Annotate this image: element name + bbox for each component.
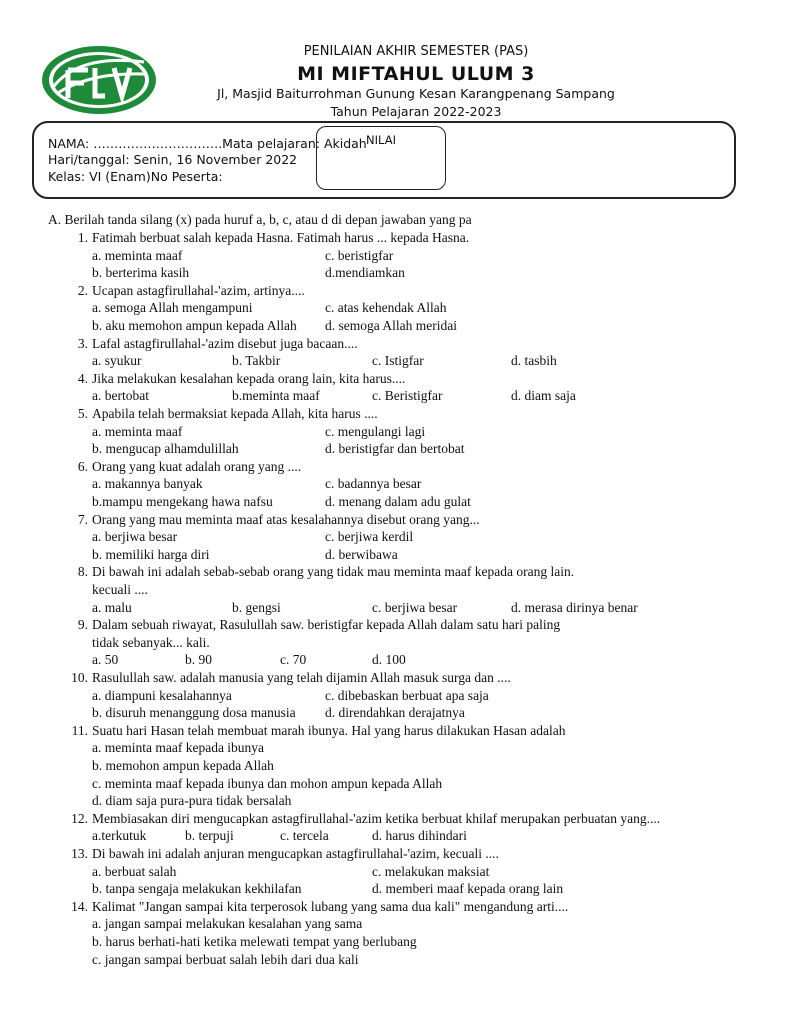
question-number: 4. [77,370,88,386]
score-label: NILAI [366,133,396,147]
question-number: 13. [71,846,88,861]
question-number: 12. [71,810,88,826]
answer-option: a. meminta maaf [92,247,183,263]
answer-option: c. Beristigfar [372,388,443,404]
answer-option: b. berterima kasih [92,265,190,281]
answer-option: c. Istigfar [372,353,424,369]
answer-option: a. semoga Allah mengampuni [92,300,253,316]
question-text: Apabila telah bermaksiat kepada Allah, kita harus .... [92,406,378,421]
question-number: 2. [77,282,88,298]
answer-option: d. beristigfar dan bertobat [325,441,465,457]
answer-option: b. 90 [185,652,212,668]
answer-option: a. meminta maaf kepada ibunya [92,740,265,756]
answer-option: c. tercela [280,828,329,844]
academic-year: Tahun Pelajaran 2022-2023 [330,104,502,119]
question-number: 8. [77,564,88,580]
question-text: Di bawah ini adalah anjuran mengucapkan astagfirullahal-'azim, kecuali .... [92,846,499,861]
answer-option: d.mendiamkan [325,265,405,281]
answer-option: d. direndahkan derajatnya [325,705,465,721]
question-number: 10. [71,670,88,685]
question-number: 11. [71,722,88,738]
answer-option: b. harus berhati-hati ketika melewati tempat yang berlubang [92,934,417,949]
answer-option: a. meminta maaf [92,423,183,439]
question-number: 9. [77,617,88,633]
answer-option: b.mampu mengekang hawa nafsu [92,494,273,509]
answer-option: d. berwibawa [325,546,398,562]
answer-option: b. mengucap alhamdulillah [92,441,239,457]
answer-option: a. jangan sampai melakukan kesalahan yang sama [92,916,363,932]
answer-option: c. atas kehendak Allah [325,300,447,316]
answer-option: d. 100 [372,652,406,668]
answer-option: c. mengulangi lagi [325,423,426,439]
answer-option: b. tanpa sengaja melakukan kekhilafan [92,881,302,897]
answer-option: b. gengsi [232,599,281,615]
question-text-cont: kecuali .... [92,582,148,597]
school-address: Jl, Masjid Baiturrohman Gunung Kesan Karangpenang Sampang [217,86,615,101]
question-text: Dalam sebuah riwayat, Rasulullah saw. beristigfar kepada Allah dalam satu hari paling [92,617,561,633]
answer-option: a. bertobat [92,388,149,404]
name-subject-line: NAMA: ………………………….Mata pelajaran: Akidah [48,136,367,151]
answer-option: b.meminta maaf [232,388,320,404]
answer-option: a. makannya banyak [92,476,203,492]
question-text: Suatu hari Hasan telah membuat marah ibunya. Hal yang harus dilakukan Hasan adalah [92,722,566,738]
question-number: 7. [77,511,88,527]
question-text: Orang yang kuat adalah orang yang .... [92,458,302,474]
answer-option: c. dibebaskan berbuat apa saja [325,687,489,703]
answer-option: d. harus dihindari [372,828,467,844]
answer-option: d. diam saja pura-pura tidak bersalah [92,793,292,809]
answer-option: b. Takbir [232,353,281,369]
answer-option: b. disuruh menanggung dosa manusia [92,705,296,721]
question-text: Rasulullah saw. adalah manusia yang telah dijamin Allah masuk surga dan .... [92,670,511,685]
question-number: 1. [77,230,88,245]
answer-option: c. meminta maaf kepada ibunya dan mohon ampun kepada Allah [92,775,443,791]
question-text: Orang yang mau meminta maaf atas kesalahannya disebut orang yang... [92,511,480,527]
answer-option: d. menang dalam adu gulat [325,494,471,509]
question-text: Fatimah berbuat salah kepada Hasna. Fatimah harus ... kepada Hasna. [92,230,470,245]
answer-option: a. diampuni kesalahannya [92,687,232,703]
question-number: 6. [77,458,88,474]
answer-option: c. 70 [280,652,307,668]
answer-option: a. malu [92,599,132,615]
question-text: Ucapan astagfirullahal-'azim, artinya.... [92,282,305,298]
answer-option: d. merasa dirinya benar [511,599,638,615]
answer-option: a. syukur [92,353,142,369]
question-text: Lafal astagfirullahal-'azim disebut juga bacaan.... [92,335,358,351]
answer-option: a.terkutuk [92,828,147,844]
class-line: Kelas: VI (Enam)No Peserta: [48,169,223,184]
section-instruction: A. Berilah tanda silang (x) pada huruf a, b, c, atau d di depan jawaban yang pa [48,212,472,227]
answer-option: c. beristigfar [325,247,394,263]
answer-option: d. memberi maaf kepada orang lain [372,881,564,897]
question-text: Membiasakan diri mengucapkan astagfirullahal-'azim ketika berbuat khilaf merupakan perbuatan yang.... [92,810,661,826]
date-line: Hari/tanggal: Senin, 16 November 2022 [48,152,298,167]
question-number: 3. [77,335,88,351]
question-text: Di bawah ini adalah sebab-sebab orang yang tidak mau meminta maaf kepada orang lain. [92,564,575,580]
answer-option: d. semoga Allah meridai [325,318,457,333]
exam-title: PENILAIAN AKHIR SEMESTER (PAS) [303,44,529,59]
answer-option: b. aku memohon ampun kepada Allah [92,318,297,333]
question-text: Kalimat "Jangan sampai kita terperosok lubang yang sama dua kali" mengandung arti.... [92,898,569,914]
answer-option: a. 50 [92,652,119,668]
question-number: 5. [77,406,88,421]
answer-option: d. tasbih [511,353,557,369]
answer-option: b. memohon ampun kepada Allah [92,758,274,773]
answer-option: a. berbuat salah [92,863,177,879]
answer-option: c. badannya besar [325,476,422,492]
question-text-cont: tidak sebanyak... kali. [92,634,210,650]
answer-option: d. diam saja [511,388,576,404]
answer-option: c. berjiwa besar [372,599,458,615]
answer-option: a. berjiwa besar [92,529,178,545]
answer-option: c. jangan sampai berbuat salah lebih dari dua kali [92,951,359,967]
question-text: Jika melakukan kesalahan kepada orang lain, kita harus.... [92,370,406,386]
answer-option: c. berjiwa kerdil [325,529,414,545]
school-name: MI MIFTAHUL ULUM 3 [297,63,535,85]
answer-option: c. melakukan maksiat [372,863,490,879]
answer-option: b. terpuji [185,828,234,844]
answer-option: b. memiliki harga diri [92,546,210,562]
question-number: 14. [71,898,88,914]
